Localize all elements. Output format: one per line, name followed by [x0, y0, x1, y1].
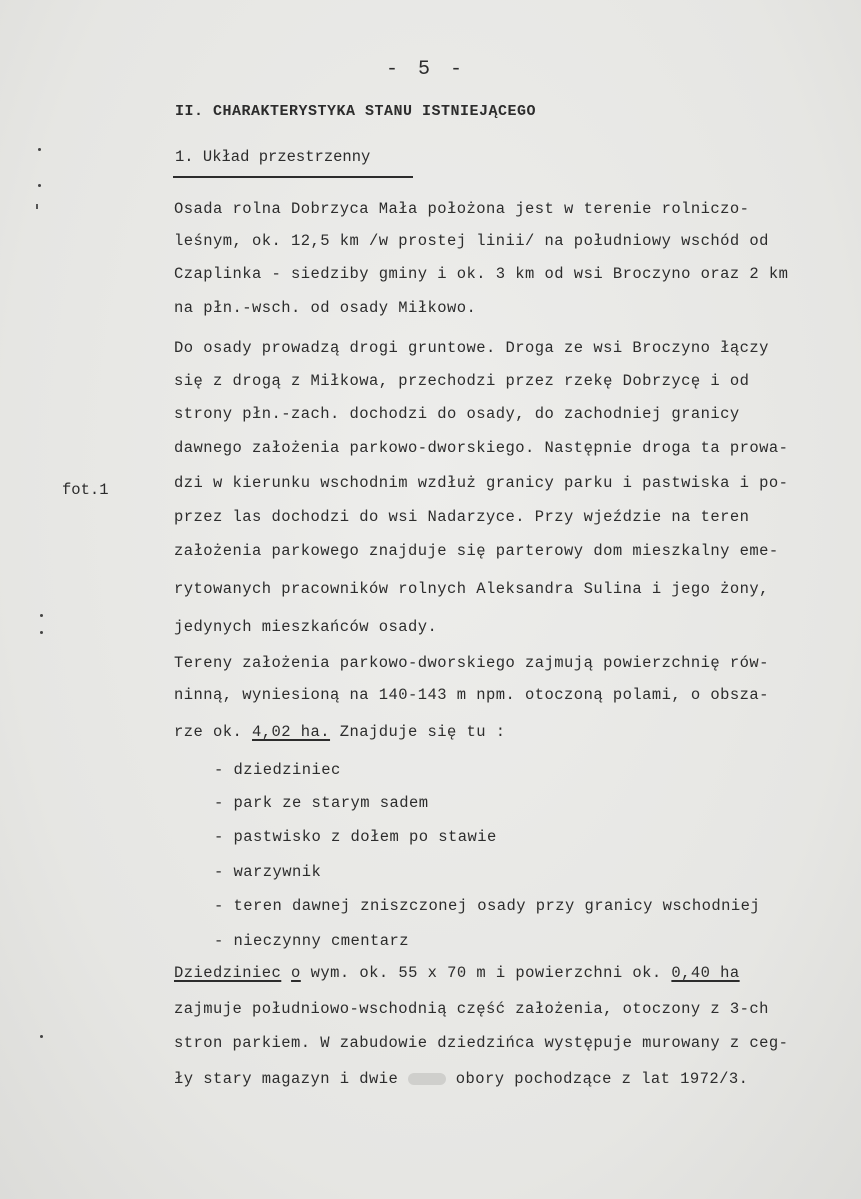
text-line: Osada rolna Dobrzyca Mała położona jest w terenie rolniczo- [174, 200, 750, 218]
text-line: dawnego założenia parkowo-dworskiego. Następnie droga ta prowa- [174, 439, 789, 457]
list-item: - nieczynny cmentarz [214, 932, 410, 950]
text-fragment: Znajduje się tu : [330, 723, 506, 741]
section-heading: 1. Układ przestrzenny [175, 148, 371, 166]
list-item: - warzywnik [214, 863, 322, 881]
text-line: na płn.-wsch. od osady Miłkowo. [174, 299, 477, 317]
text-fragment: rze ok. [174, 723, 253, 741]
text-line: rytowanych pracowników rolnych Aleksandra Sulina i jego żony, [174, 580, 769, 598]
list-item: - teren dawnej zniszczonej osady przy granicy wschodniej [214, 897, 761, 915]
text-line: przez las dochodzi do wsi Nadarzyce. Przy wjeździe na teren [174, 508, 750, 526]
text-line [174, 963, 740, 983]
text-fragment: wym. ok. 55 x 70 m i powierzchni ok. [300, 964, 672, 982]
text-fragment: o [291, 964, 301, 982]
text-line: stron parkiem. W zabudowie dziedzińca występuje murowany z ceg- [174, 1034, 789, 1052]
area-value-underlined: 0,40 ha [671, 964, 740, 982]
text-line: dzi w kierunku wschodnim wzdłuż granicy parku i pastwiska i po- [174, 474, 789, 492]
section-underline [173, 176, 413, 178]
term-dziedziniec: Dziedziniec [174, 964, 282, 982]
area-value-underlined: 4,02 ha. [252, 723, 331, 741]
text-line: założenia parkowego znajduje się parterowy dom mieszkalny eme- [174, 542, 779, 560]
text-line: zajmuje południowo-wschodnią część założenia, otoczony z 3-ch [174, 1000, 769, 1018]
list-item: - park ze starym sadem [214, 794, 429, 812]
paper-speck [38, 184, 41, 187]
text-line [174, 1069, 748, 1089]
text-fragment: ły stary magazyn i dwie [174, 1070, 409, 1088]
paper-speck [36, 204, 38, 209]
text-line: jedynych mieszkańców osady. [174, 618, 438, 636]
text-line [174, 722, 506, 742]
text-line: Do osady prowadzą drogi gruntowe. Droga ze wsi Broczyno łączy [174, 339, 769, 357]
paper-speck [38, 148, 41, 151]
text-fragment: obory pochodzące z lat 1972/3. [446, 1070, 749, 1088]
list-item: - dziedziniec [214, 761, 341, 779]
text-line: ninną, wyniesioną na 140-143 m npm. otoczoną polami, o obsza- [174, 686, 769, 704]
erased-word-blot [408, 1073, 446, 1085]
text-line: Czaplinka - siedziby gminy i ok. 3 km od wsi Broczyno oraz 2 km [174, 265, 789, 283]
text-line: Tereny założenia parkowo-dworskiego zajmują powierzchnię rów- [174, 654, 769, 672]
margin-note-photo: fot.1 [62, 481, 109, 499]
page-number: - 5 - [386, 58, 467, 81]
paper-speck [40, 631, 43, 634]
list-item: - pastwisko z dołem po stawie [214, 828, 497, 846]
text-line: się z drogą z Miłkowa, przechodzi przez rzekę Dobrzycę i od [174, 372, 750, 390]
chapter-heading: II. CHARAKTERYSTYKA STANU ISTNIEJĄCEGO [175, 103, 537, 120]
paper-speck [40, 614, 43, 617]
text-line: strony płn.-zach. dochodzi do osady, do zachodniej granicy [174, 405, 740, 423]
paper-speck [40, 1035, 43, 1038]
text-line: leśnym, ok. 12,5 km /w prostej linii/ na południowy wschód od [174, 232, 769, 250]
